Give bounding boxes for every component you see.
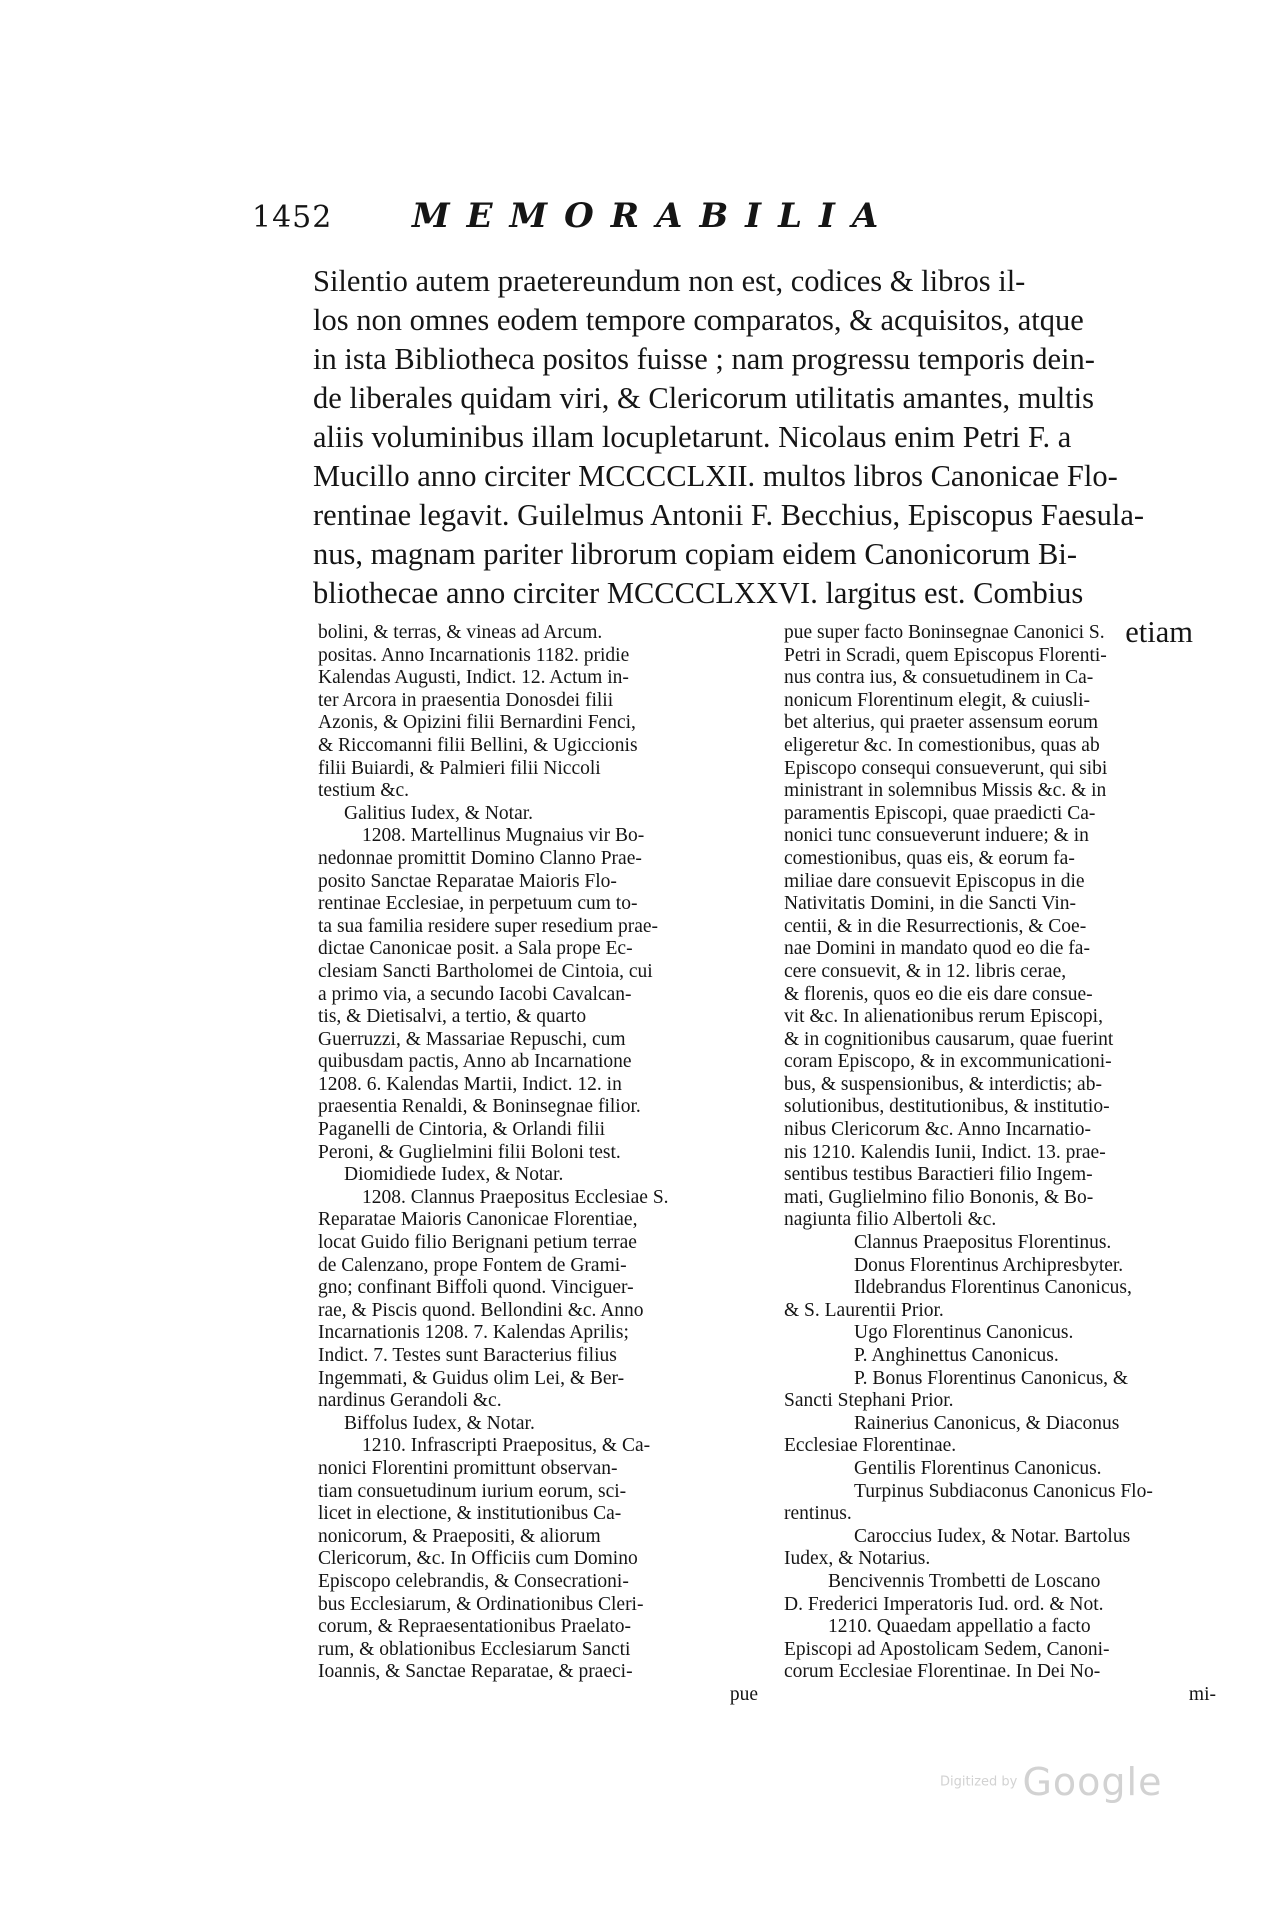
left-line: gno; confinant Biffoli quond. Vinciguer- (318, 1277, 634, 1299)
right-line: Sancti Stephani Prior. (784, 1390, 954, 1412)
right-line: Turpinus Subdiaconus Canonicus Flo- (854, 1480, 1153, 1502)
left-line: tiam consuetudinum iurium eorum, sci- (318, 1480, 627, 1502)
intro-line: de liberales quidam viri, & Clericorum utilitatis amantes, multis (313, 381, 1094, 415)
left-line: bolini, & terras, & vineas ad Arcum. (318, 622, 603, 643)
left-line: ta sua familia residere super resedium prae- (318, 915, 659, 937)
intro-line: bliothecae anno circiter MCCCCLXXVI. largitus est. Combius (313, 576, 1084, 610)
right-line: sentibus testibus Baractieri filio Ingem- (784, 1164, 1093, 1186)
right-line: Ildebrandus Florentinus Canonicus, (854, 1277, 1132, 1299)
right-line: Episcopi ad Apostolicam Sedem, Canoni- (784, 1638, 1110, 1660)
left-line: bus Ecclesiarum, & Ordinationibus Cleri- (318, 1593, 644, 1615)
right-line: Rainerius Canonicus, & Diaconus (854, 1412, 1120, 1434)
right-line: Caroccius Iudex, & Notar. Bartolus (854, 1525, 1131, 1547)
left-line: de Calenzano, prope Fontem de Grami- (318, 1254, 627, 1276)
left-line: 1208. 6. Kalendas Martii, Indict. 12. in (318, 1073, 622, 1095)
right-line: cere consuevit, & in 12. libris cerae, (784, 960, 1067, 982)
right-line: P. Anghinettus Canonicus. (854, 1345, 1059, 1366)
right-column (784, 622, 1216, 1707)
watermark-logo-text: Google (1022, 1760, 1163, 1804)
right-line: vit &c. In alienationibus rerum Episcopi, (784, 1006, 1103, 1028)
left-line: Episcopo celebrandis, & Consecrationi- (318, 1570, 629, 1592)
intro-line: aliis voluminibus illam locupletarunt. Nicolaus enim Petri F. a (313, 420, 1072, 454)
left-line: rum, & oblationibus Ecclesiarum Sancti (318, 1638, 631, 1660)
right-line: coram Episcopo, & in excommunicationi- (784, 1051, 1112, 1073)
right-line: nonici tunc consueverunt induere; & in (784, 825, 1089, 847)
left-line: nardinus Gerandoli &c. (318, 1390, 502, 1412)
left-line: corum, & Repraesentationibus Praelato- (318, 1616, 631, 1638)
left-line: posito Sanctae Reparatae Maioris Flo- (318, 870, 617, 892)
right-catchword: mi- (1188, 1683, 1216, 1705)
right-line: Donus Florentinus Archipresbyter. (854, 1254, 1124, 1276)
left-line: Paganelli de Cintoria, & Orlandi filii (318, 1119, 606, 1141)
left-line: Galitius Iudex, & Notar. (344, 802, 534, 824)
left-line: tis, & Dietisalvi, a tertio, & quarto (318, 1006, 587, 1028)
right-line: miliae dare consuevit Episcopus in die (784, 870, 1085, 892)
right-line: Petri in Scradi, quem Episcopus Florenti- (784, 644, 1107, 666)
right-line: P. Bonus Florentinus Canonicus, & (854, 1367, 1129, 1389)
right-line: Clannus Praepositus Florentinus. (854, 1232, 1112, 1254)
page-number: 1452 (252, 200, 333, 235)
right-line: Iudex, & Notarius. (784, 1548, 931, 1570)
right-line: rentinus. (784, 1503, 852, 1525)
right-line: bet alterius, qui praeter assensum eorum (784, 712, 1099, 734)
left-line: clesiam Sancti Bartholomei de Cintoia, cui (318, 960, 653, 982)
intro-line: los non omnes eodem tempore comparatos, & acquisitos, atque (313, 303, 1084, 337)
left-catchword: pue (729, 1683, 758, 1705)
left-line: Indict. 7. Testes sunt Baracterius filius (318, 1345, 617, 1366)
right-line: nibus Clericorum &c. Anno Incarnatio- (784, 1119, 1092, 1141)
right-line: eligeretur &c. In comestionibus, quas ab (784, 734, 1100, 756)
left-line: Incarnationis 1208. 7. Kalendas Aprilis; (318, 1322, 629, 1344)
intro-line: nus, magnam pariter librorum copiam eidem Canonicorum Bi- (313, 537, 1078, 571)
intro-paragraph (313, 262, 1193, 652)
left-line: 1208. Martellinus Mugnaius vir Bo- (362, 825, 645, 847)
right-line: Nativitatis Domini, in die Sancti Vin- (784, 893, 1077, 915)
right-line: nus contra ius, & consuetudinem in Ca- (784, 667, 1094, 689)
left-line: testium &c. (318, 780, 409, 802)
right-line: ministrant in solemnibus Missis &c. & in (784, 780, 1107, 802)
left-line: Azonis, & Opizini filii Bernardini Fenci, (318, 712, 636, 734)
right-line: bus, & suspensionibus, & interdictis; ab- (784, 1073, 1102, 1095)
digitization-watermark (940, 1760, 1162, 1804)
right-line: & S. Laurentii Prior. (784, 1299, 944, 1321)
right-line: solutionibus, destitutionibus, & institutio- (784, 1096, 1110, 1118)
left-line: Biffolus Iudex, & Notar. (344, 1412, 535, 1434)
left-line: Ioannis, & Sanctae Reparatae, & praeci- (318, 1661, 633, 1683)
intro-line: Mucillo anno circiter MCCCCLXII. multos libros Canonicae Flo- (313, 459, 1118, 493)
left-line: rae, & Piscis quond. Bellondini &c. Anno (318, 1299, 644, 1321)
left-line: 1208. Clannus Praepositus Ecclesiae S. (362, 1186, 669, 1208)
left-line: a primo via, a secundo Iacobi Cavalcan- (318, 983, 632, 1005)
intro-line: rentinae legavit. Guilelmus Antonii F. Becchius, Episcopus Faesula- (313, 498, 1145, 532)
left-line: dictae Canonicae posit. a Sala prope Ec- (318, 938, 633, 960)
right-line: 1210. Quaedam appellatio a facto (828, 1616, 1091, 1638)
left-line: nedonnae promittit Domino Clanno Prae- (318, 847, 642, 869)
left-column (318, 622, 758, 1707)
left-line: filii Buiardi, & Palmieri filii Niccoli (318, 757, 601, 779)
left-line: nonicorum, & Praepositi, & aliorum (318, 1525, 601, 1547)
right-line: mati, Guglielmino filio Bononis, & Bo- (784, 1186, 1094, 1208)
right-line: corum Ecclesiae Florentinae. In Dei No- (784, 1661, 1101, 1683)
left-line: Peroni, & Guglielmini filii Boloni test. (318, 1141, 621, 1163)
right-line: paramentis Episcopi, quae praedicti Ca- (784, 802, 1096, 824)
left-line: positas. Anno Incarnationis 1182. pridie (318, 644, 630, 666)
right-line: nae Domini in mandato quod eo die fa- (784, 938, 1090, 960)
left-line: nonici Florentini promittunt observan- (318, 1457, 618, 1479)
right-line: comestionibus, quas eis, & eorum fa- (784, 847, 1075, 869)
left-line: rentinae Ecclesiae, in perpetuum cum to- (318, 893, 638, 915)
intro-line: Silentio autem praetereundum non est, codices & libros il- (313, 264, 1026, 298)
left-line: praesentia Renaldi, & Boninsegnae filior. (318, 1096, 641, 1118)
left-line: Clericorum, &c. In Officiis cum Domino (318, 1548, 638, 1570)
page-header (252, 196, 992, 246)
right-line: & florenis, quos eo die eis dare consue- (784, 983, 1093, 1005)
right-line: Bencivennis Trombetti de Loscano (828, 1570, 1101, 1592)
left-line: Reparatae Maioris Canonicae Florentiae, (318, 1209, 638, 1231)
left-line: ter Arcora in praesentia Donosdei filii (318, 689, 614, 711)
right-line: pue super facto Boninsegnae Canonici S. (784, 622, 1105, 643)
right-line: Gentilis Florentinus Canonicus. (854, 1457, 1102, 1479)
left-line: & Riccomanni filii Bellini, & Ugiccionis (318, 734, 638, 756)
left-line: Kalendas Augusti, Indict. 12. Actum in- (318, 667, 629, 689)
watermark-small-text: Digitized by (940, 1774, 1018, 1790)
right-line: Ugo Florentinus Canonicus. (854, 1322, 1074, 1344)
right-line: centii, & in die Resurrectionis, & Coe- (784, 915, 1087, 937)
intro-catchword: etiam (1125, 615, 1193, 649)
right-line: nagiunta filio Albertoli &c. (784, 1209, 997, 1231)
left-line: quibusdam pactis, Anno ab Incarnatione (318, 1051, 632, 1073)
right-line: & in cognitionibus causarum, quae fuerint (784, 1028, 1114, 1050)
left-line: Ingemmati, & Guidus olim Lei, & Ber- (318, 1367, 625, 1389)
left-line: 1210. Infrascripti Praepositus, & Ca- (362, 1435, 651, 1457)
left-line: licet in electione, & institutionibus Ca- (318, 1503, 622, 1525)
left-line: Diomidiede Iudex, & Notar. (344, 1164, 564, 1186)
running-head: MEMORABILIA (412, 196, 896, 236)
intro-line: in ista Bibliotheca positos fuisse ; nam progressu temporis dein- (313, 342, 1095, 376)
left-line: locat Guido filio Berignani petium terrae (318, 1232, 637, 1254)
right-line: Ecclesiae Florentinae. (784, 1435, 957, 1457)
right-line: nis 1210. Kalendis Iunii, Indict. 13. prae- (784, 1141, 1106, 1163)
left-line: Guerruzzi, & Massariae Repuschi, cum (318, 1028, 626, 1050)
right-line: Episcopo consequi consueverunt, qui sibi (784, 757, 1108, 779)
right-line: nonicum Florentinum elegit, & cuiusli- (784, 689, 1091, 711)
right-line: D. Frederici Imperatoris Iud. ord. & Not. (784, 1593, 1104, 1615)
